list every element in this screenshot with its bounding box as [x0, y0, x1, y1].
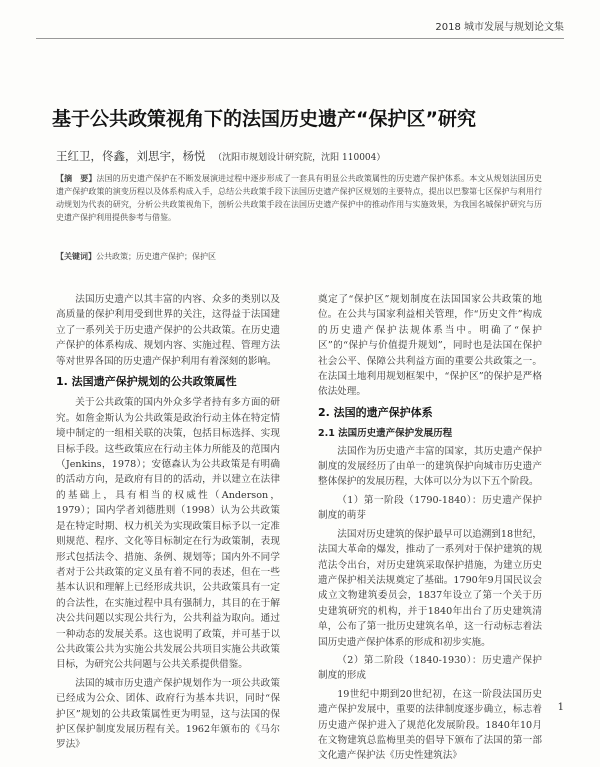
- section-2-paragraph-1: 法国作为历史遗产丰富的国家，其历史遗产保护制度的发展经历了由单一的建筑保护向城市历史遗产整体保护的发展历程，大体可以分为以下五个阶段。: [318, 445, 542, 488]
- abstract-text: 法国的历史遗产保护在不断发展演进过程中逐步形成了一套具有明显公共政策属性的历史遗产保护体系。本文从规划法国历史遗产保护政策的演变历程以及体系构成入手，总结公共政策手段下法国历史遗产保护区规划的主要特点，提出以巴黎第七区保护与利用行动规划为代表的研究，分析公共政策视角下，剖析公共政策手段在法国历史遗产保护中的推动作用与实施效果，为我国名城保护研究与历史遗产保护利用提供参考与借鉴。: [56, 174, 543, 222]
- stage-1-paragraph: 法国对历史建筑的保护最早可以追溯到18世纪，法国大革命的爆发，推动了一系列对于保护建筑的规范法令出台，对历史建筑采取保护措施，为建立历史遗产保护相关法规奠定了基础。1790年9月国民议会成立文物建筑委员会，1837年设立了第一个关于历史建筑研究的机构，并于1840年出台了历史建筑清单，公布了第一批历史建筑名单，这一行动标志着法国历史遗产保护体系的形成和初步实施。: [318, 528, 542, 648]
- section-1-paragraph-2: 法国的城市历史遗产保护规划作为一项公共政策已经成为公众、团体、政府行为基本共识，同时“保护区”规划的公共政策属性更为明显，这与法国的保护区保护制度发展历程有关。1962年颁布的《马尔罗法》: [56, 677, 280, 751]
- author-names: 王红卫，佟鑫，刘思宇，杨悦: [56, 149, 206, 163]
- section-1-paragraph-1: 关于公共政策的国内外众多学者持有多方面的研究。如詹金斯认为公共政策是政治行动主体在特定情境中制定的一组相关联的决策，包括目标选择、实现目标手段。这些政策应在行动主体力所能及的范围内（Jenkins，1978）；安德森认为公共政策是有明确的活动方向，是政府有目的的活动，并以建立在法律的基础上，具有相当的权威性（Anderson，1979）；国内学者刘德胜则（1998）认为公共政策是在特定时期、权力机关为实现政策目标予以一定准则规范、程序、文化等目标制定在行为政策制，表现形式包括法令、措施、条例、规划等；国内外不同学者对于公共政策的定义虽有着不同的表述，但在一些基本认识和理解上已经形成共识，公共政策具有一定的合法性，在实施过程中具有强制力，其目的在于解决公共问题以实现公共行为，公共利益为取向。通过一种动态的发展关系。这也说明了政策，并可基于以公共政策公共为实施公共发展公共项目实施公共政策目标，为研究公共问题与公共关系提供借鉴。: [56, 397, 280, 671]
- stage-1-heading: （1）第一阶段（1790-1840）：历史遗产保护制度的萌芽: [318, 494, 542, 522]
- author-affiliation: （沈阳市规划设计研究院，沈阳 110004）: [213, 153, 386, 163]
- abstract-label: 【摘 要】: [56, 173, 97, 183]
- section-1-heading: 1. 法国遗产保护规划的公共政策属性: [56, 375, 237, 389]
- right-column: [318, 292, 542, 767]
- stage-2-paragraph: 19世纪中期到20世纪初，在这一阶段法国历史遗产保护发展中，重要的法律制度逐步确立，标志着历史遗产保护进入了规范化发展阶段。1840年10月在文物建筑总监梅里美的倡导下颁布了法国的第一部文化遗产保护法《历史性建筑法》: [318, 688, 542, 762]
- paper-title: 基于公共政策视角下的法国历史遗产“保护区”研究: [52, 108, 476, 130]
- continued-paragraph: 奠定了“保护区”规划制度在法国国家公共政策的地位。在公共与国家利益相关管理，作“历史文件”构成的历史遗产保护法规体系当中。明确了“保护区”的“保护与价值提升规划”，同时也是法国在保护社会公平、保障公共利益方面的重要公共政策之一。在法国土地利用规划框架中，“保护区”的保护是严格依法处理。: [318, 294, 542, 398]
- keywords-text: 公共政策；历史遗产保护；保护区: [96, 252, 216, 261]
- series-title: 2018 城市发展与规划论文集: [435, 22, 564, 33]
- keywords-label: 【关键词】: [56, 251, 96, 261]
- section-2-heading: 2. 法国的遗产保护体系: [318, 405, 433, 419]
- intro-paragraph: 法国历史遗产以其丰富的内容、众多的类别以及高质量的保护利用受到世界的关注，这得益于法国建立了一系列关于历史遗产保护的公共政策。在历史遗产保护的体系构成、规划内容、实施过程、管理方法等对世界各国的历史遗产保护利用有着深刻的影响。: [56, 294, 280, 367]
- abstract: [56, 172, 542, 224]
- left-column: [56, 292, 280, 756]
- authors-line: [56, 148, 556, 164]
- header-rule: [36, 38, 564, 39]
- keywords: [56, 251, 542, 262]
- stage-2-heading: （2）第二阶段（1840-1930）：历史遗产保护制度的形成: [318, 654, 542, 682]
- subsection-2-1-heading: 2.1 法国历史遗产保护发展历程: [318, 428, 453, 440]
- page-number: 1: [557, 702, 564, 713]
